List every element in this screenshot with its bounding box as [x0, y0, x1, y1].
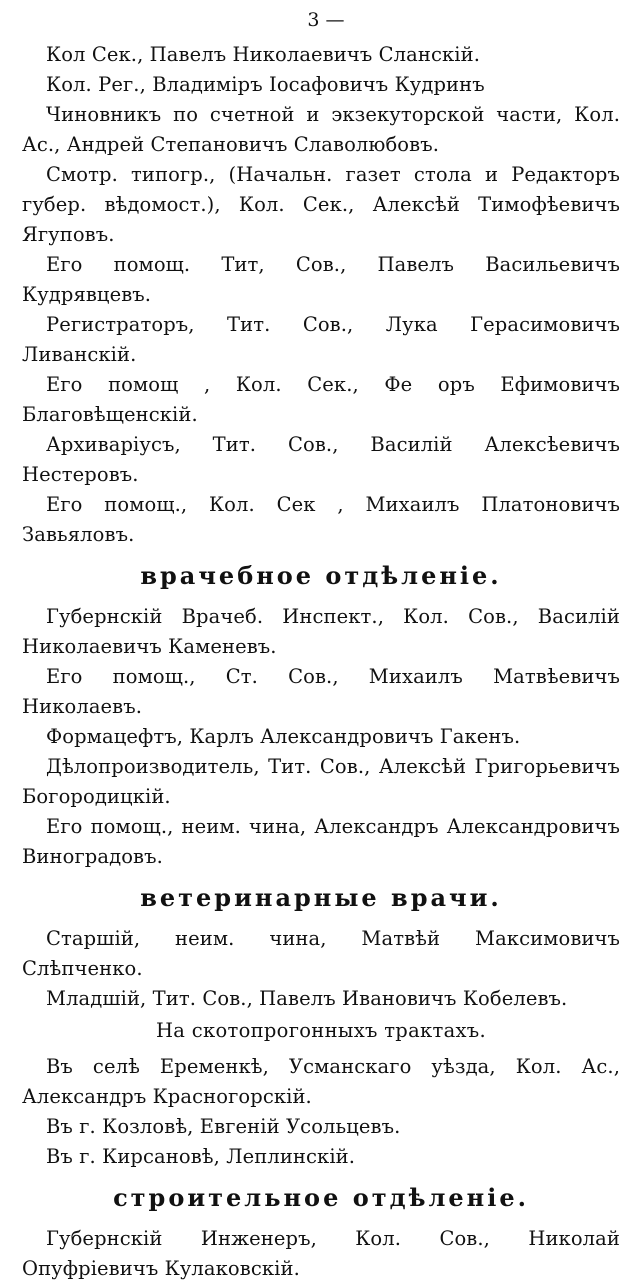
- staff-entry: Старшій, неим. чина, Матвѣй Максимовичъ Слѣпченко.: [22, 927, 620, 980]
- page-number: 3 —: [307, 9, 345, 31]
- staff-entry: Кол Сек., Павелъ Николаевичъ Сланскій.: [46, 43, 481, 66]
- section-heading: врачебное отдѣленіе.: [140, 561, 502, 590]
- staff-entry: Его помощ., неим. чина, Александръ Александровичъ Виноградовъ.: [22, 815, 620, 868]
- staff-entry: Въ г. Кирсановѣ, Леплинскій.: [46, 1145, 356, 1168]
- staff-entry: Его помощ., Ст. Сов., Михаилъ Матвѣевичъ Николаевъ.: [22, 665, 620, 718]
- staff-entry: Архиваріусъ, Тит. Сов., Василій Алексѣевичъ Нестеровъ.: [22, 433, 620, 486]
- section-heading: ветеринарные врачи.: [140, 883, 502, 912]
- medical-section: [22, 556, 620, 872]
- section-heading: строительное отдѣленіе.: [113, 1183, 529, 1212]
- staff-entry: Его помощ , Кол. Сек., Фе оръ Ефимовичъ Благовѣщенскій.: [22, 373, 620, 426]
- staff-entry: Младшій, Тит. Сов., Павелъ Ивановичъ Кобелевъ.: [46, 987, 568, 1010]
- staff-entry: Его помощ. Тит, Сов., Павелъ Васильевичъ Кудрявцевъ.: [22, 253, 620, 306]
- veterinary-section: [22, 878, 620, 1014]
- staff-entry: Чиновникъ по счетной и экзекуторской части, Кол. Ас., Андрей Степановичъ Славолюбовъ.: [22, 103, 620, 156]
- staff-entry: Смотр. типогр., (Начальн. газет стола и Редакторъ губер. вѣдомост.), Кол. Сек., Алексѣй Тимофѣевичъ Ягуповъ.: [22, 163, 620, 246]
- cattle-route-section: [22, 1016, 620, 1172]
- staff-entry: Формацефтъ, Карлъ Александровичъ Гакенъ.: [46, 725, 521, 748]
- staff-section: [22, 40, 620, 550]
- staff-entry: Дѣлопроизводитель, Тит. Сов., Алексѣй Григорьевичъ Богородицкій.: [22, 755, 620, 808]
- staff-entry: Его помощ., Кол. Сек , Михаилъ Платоновичъ Завьяловъ.: [22, 493, 620, 546]
- staff-entry: Въ селѣ Еременкѣ, Усманскаго уѣзда, Кол. Ас., Александръ Красногорскій.: [22, 1055, 620, 1108]
- construction-section: [22, 1178, 620, 1284]
- staff-entry: Губернскій Врачеб. Инспект., Кол. Сов., Василій Николаевичъ Каменевъ.: [22, 605, 620, 658]
- section-subheading: На скотопрогонныхъ трактахъ.: [156, 1019, 486, 1042]
- staff-entry: Въ г. Козловѣ, Евгеній Усольцевъ.: [46, 1115, 401, 1138]
- staff-entry: Кол. Рег., Владиміръ Іосафовичъ Кудринъ: [46, 73, 485, 96]
- staff-entry: Регистраторъ, Тит. Сов., Лука Герасимовичъ Ливанскій.: [22, 313, 620, 366]
- staff-entry: Губернскій Инженеръ, Кол. Сов., Николай Опуфріевичъ Кулаковскій.: [22, 1227, 620, 1280]
